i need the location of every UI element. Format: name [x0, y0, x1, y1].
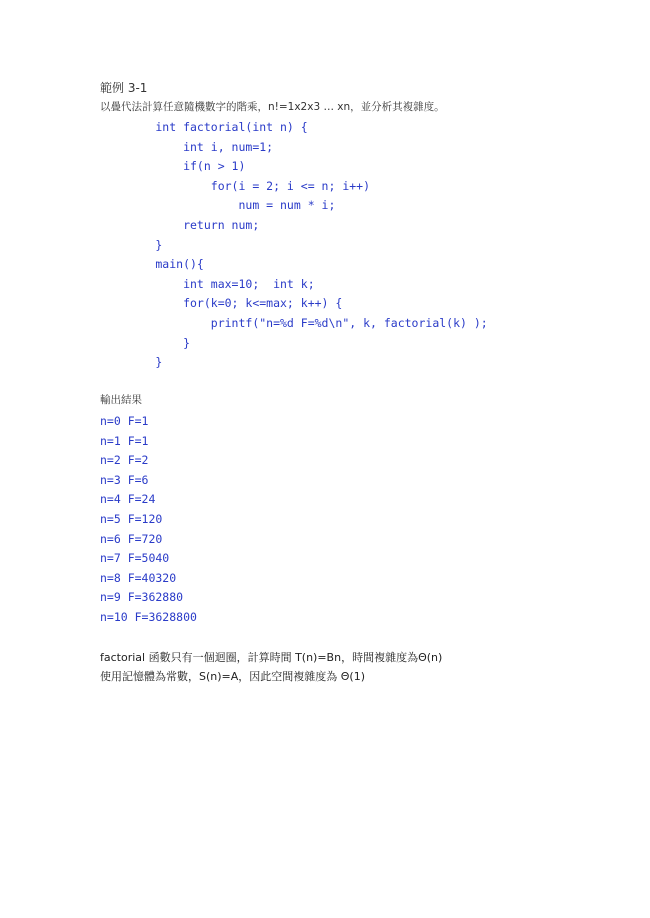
output-line: n=0 F=1	[100, 414, 149, 428]
code-line: int i, num=1;	[100, 139, 274, 154]
code-line: int factorial(int n) {	[100, 120, 308, 134]
output-line: n=3 F=6	[100, 472, 149, 487]
example-heading: 範例 3-1	[100, 81, 148, 95]
code-line: }	[100, 335, 191, 350]
code-line: for(k=0; k<=max; k++) {	[100, 296, 343, 311]
code-line: }	[100, 355, 163, 370]
code-line: printf("n=%d F=%d\n", k, factorial(k) );	[100, 315, 488, 330]
output-line: n=7 F=5040	[100, 551, 170, 566]
code-line: }	[100, 237, 163, 252]
output-block	[100, 412, 197, 628]
output-line: n=10 F=3628800	[100, 609, 197, 624]
output-line: n=5 F=120	[100, 511, 163, 526]
output-label: 輸出結果	[100, 394, 142, 406]
example-description: 以疊代法計算任意隨機數字的階乘，n!=1x2x3 … xn，並分析其複雜度。	[100, 101, 445, 113]
analysis-line: 使用記憶體為常數，S(n)=A，因此空間複雜度為 Θ(1)	[100, 670, 366, 683]
output-line: n=4 F=24	[100, 492, 156, 507]
output-line: n=8 F=40320	[100, 570, 177, 585]
complexity-analysis	[100, 648, 442, 686]
code-line: if(n > 1)	[100, 159, 246, 174]
code-line: main(){	[100, 257, 204, 272]
code-block	[100, 118, 488, 373]
code-line: int max=10; int k;	[100, 276, 315, 291]
code-line: num = num * i;	[100, 198, 336, 213]
output-line: n=2 F=2	[100, 453, 149, 468]
code-line: for(i = 2; i <= n; i++)	[100, 178, 371, 193]
output-line: n=1 F=1	[100, 433, 149, 448]
analysis-line: factorial 函數只有一個迴圈，計算時間 T(n)=Bn，時間複雜度為Θ(n)	[100, 651, 443, 664]
output-line: n=6 F=720	[100, 531, 163, 546]
code-line: return num;	[100, 217, 260, 232]
output-line: n=9 F=362880	[100, 590, 184, 605]
